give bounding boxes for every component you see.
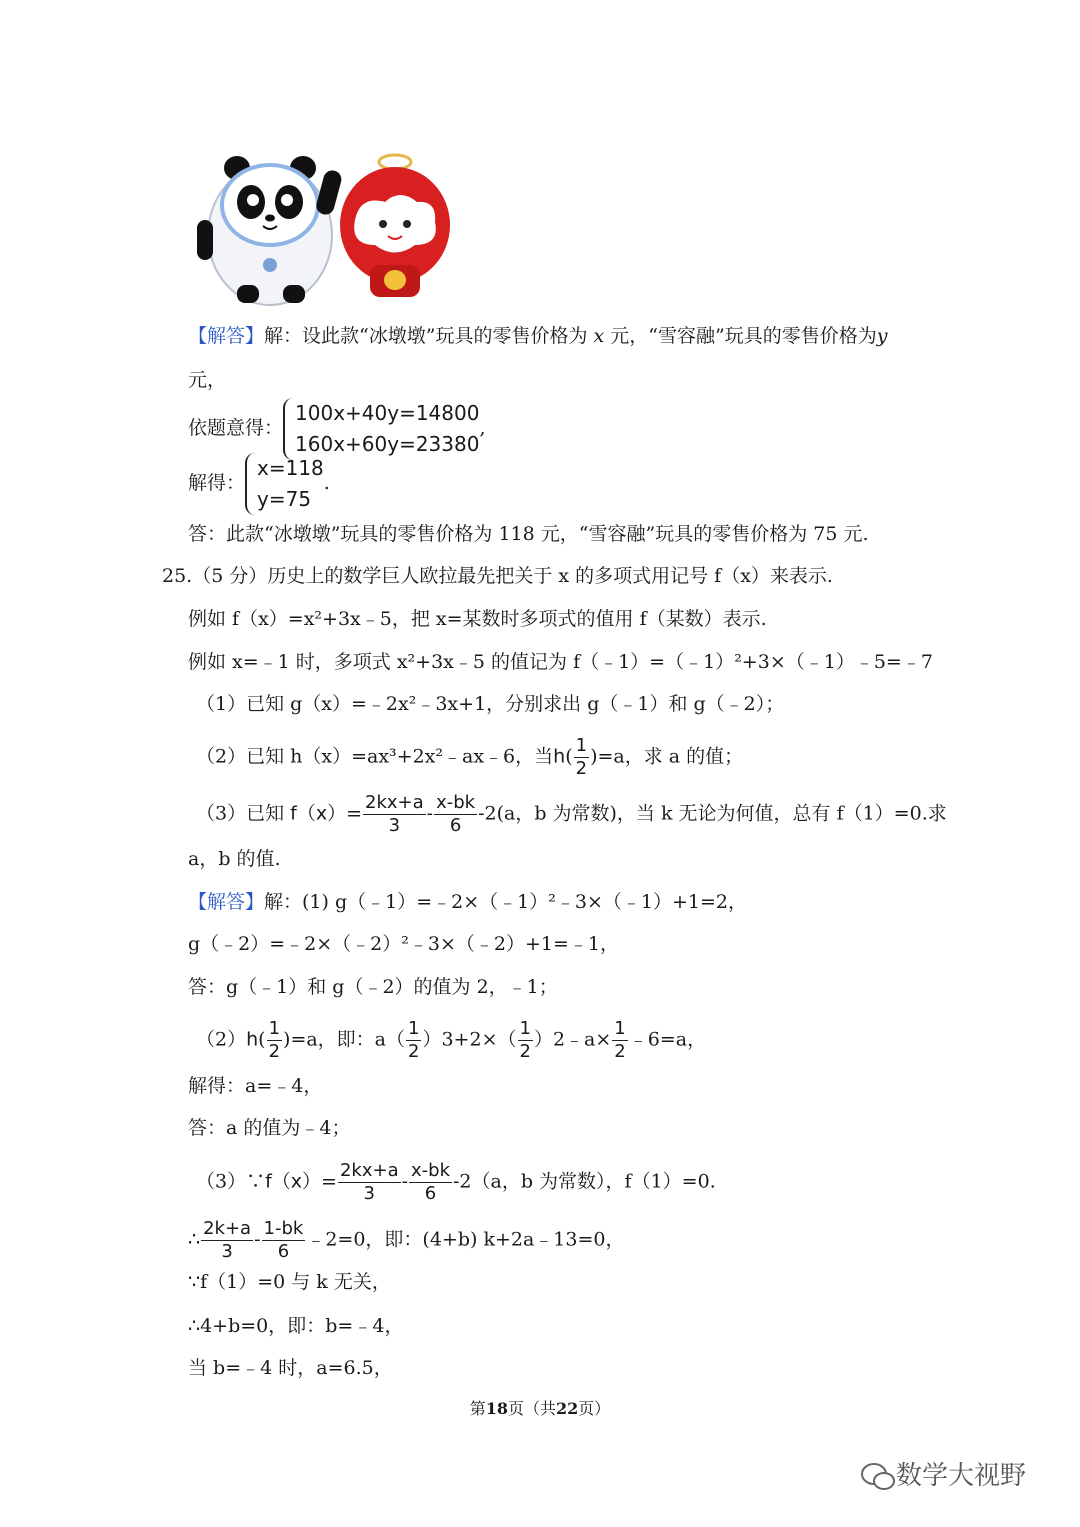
num: 1-bk [263, 1218, 304, 1239]
solution-24-line-1: 【解答】解：设此款“冰墩墩”玩具的零售价格为 x 元，“雪容融”玩具的零售价格为y [188, 325, 888, 347]
fraction-half [574, 735, 589, 780]
num: 2kx+a [339, 1160, 399, 1181]
solution-25-line-5: 解得：a=﹣4， [188, 1075, 323, 1097]
example-1: 例如 f（x）=x²+3x﹣5，把 x=某数时多项式的值用 f（某数）表示. [188, 608, 767, 630]
text: （2）已知 h（x）=ax³+2x²﹣ax﹣6，当 [196, 745, 554, 768]
solution-25-line-3: 答：g（﹣1）和 g（﹣2）的值为 2，﹣1； [188, 976, 558, 998]
minus: - [401, 1170, 409, 1193]
label: 解得： [188, 472, 246, 494]
num: x-bk [436, 792, 476, 813]
text: 解：设此款“冰墩墩”玩具的零售价格为 [264, 325, 588, 347]
mascots-image [185, 150, 460, 310]
watermark [860, 1455, 1026, 1492]
solution-25-line-1 [188, 888, 747, 916]
num: 1 [408, 1018, 420, 1039]
text: （2） [196, 1028, 247, 1051]
text: (a，b 为常数)，当 k 无论为何值，总有 f（1）=0.求 [496, 802, 947, 825]
minus-2: -2 [478, 802, 497, 825]
fraction [409, 1160, 452, 1205]
shuey-rhon-rhon-mascot [340, 155, 450, 297]
solution-25-line-6: 答：a 的值为﹣4； [188, 1117, 351, 1139]
f-label: f（x）= [290, 802, 362, 825]
solution-tag: 【解答】 [188, 891, 265, 913]
solution-24-line-2: 元， [188, 369, 227, 391]
num: 1 [614, 1018, 626, 1039]
solution-system [245, 453, 324, 515]
solution-25-line-7 [196, 1160, 716, 1205]
text: ∴ [188, 1228, 201, 1251]
fraction-half [612, 1018, 627, 1063]
page-number: 18 [485, 1399, 508, 1418]
den: 6 [449, 815, 462, 836]
total-pages: 22 [556, 1399, 579, 1418]
solution-25-line-9: ∵f（1）=0 与 k 无关， [188, 1271, 391, 1293]
den: 2 [614, 1041, 626, 1062]
label: 依题意得： [188, 417, 284, 439]
den: 2 [519, 1041, 531, 1062]
fraction [262, 1218, 306, 1263]
solution-25-line-2: g（﹣2）=﹣2×（﹣2）²﹣3×（﹣2）+1=﹣1， [188, 933, 619, 955]
text: ﹣2=0，即：(4+b) k+2a﹣13=0， [306, 1228, 625, 1251]
solution-25-line-10: ∴4+b=0，即：b=﹣4， [188, 1315, 404, 1337]
fraction-half [518, 1018, 533, 1063]
den: 2 [408, 1041, 420, 1062]
equation-system-line: 依题意得： 100x+40y=14800 160x+60y=23380 , [188, 397, 486, 460]
minus-2: -2 [453, 1170, 472, 1193]
den: 3 [363, 1183, 375, 1204]
text: ）3+2×（ [422, 1028, 517, 1051]
num: 2k+a [203, 1218, 252, 1239]
text: 第 [469, 1399, 486, 1418]
text: 页） [578, 1399, 611, 1418]
den: 2 [268, 1041, 281, 1062]
text: ﹣6=a， [628, 1028, 707, 1051]
equation-system [283, 398, 479, 460]
part-2: （2）已知 h（x）=ax³+2x²﹣ax﹣6，当h( $\frac{1}{2}$ )=a，求 a 的值； [196, 735, 744, 779]
bing-dwen-dwen-mascot [197, 156, 343, 305]
part-3-cont: a，b 的值. [188, 848, 281, 870]
answer-24: 答：此款“冰墩墩”玩具的零售价格为 118 元，“雪容融”玩具的零售价格为 75 元. [188, 523, 869, 545]
h-label: h [246, 1028, 259, 1051]
solution-tag: 【解答】 [188, 325, 265, 347]
den: 3 [388, 815, 401, 836]
wechat-icon [860, 1462, 896, 1492]
num: 1 [519, 1018, 531, 1039]
h-label: h [553, 745, 566, 768]
question-25-stem: 25.（5 分）历史上的数学巨人欧拉最先把关于 x 的多项式用记号 f（x）来表示. [162, 565, 833, 587]
num: 1 [575, 735, 588, 756]
fraction [338, 1160, 401, 1205]
solution-x: x=118 [257, 456, 324, 480]
den: 6 [424, 1183, 437, 1204]
part-3 [196, 792, 947, 837]
text: =a，即：a（ [290, 1028, 406, 1051]
f-label: f（x）= [265, 1170, 337, 1193]
num: 2kx+a [365, 792, 424, 813]
text: ）2﹣a× [533, 1028, 612, 1051]
solution-25-line-11: 当 b=﹣4 时，a=6.5， [188, 1357, 393, 1379]
example-2: 例如 x=﹣1 时，多项式 x²+3x﹣5 的值记为 f（﹣1）=（﹣1）²+3×（﹣1）﹣5=﹣7 [188, 651, 933, 673]
minus: - [426, 802, 434, 825]
solution-25-line-8 [188, 1218, 624, 1263]
fraction-half [267, 1018, 282, 1063]
text: 解：(1) g（﹣1）=﹣2×（﹣1）²﹣3×（﹣1）+1=2， [264, 891, 747, 913]
part-1: （1）已知 g（x）=﹣2x²﹣3x+1，分别求出 g（﹣1）和 g（﹣2）； [196, 693, 785, 715]
page-footer [0, 1396, 1080, 1419]
text: （a，b 为常数），f（1）=0. [471, 1170, 716, 1193]
num: 1 [268, 1018, 281, 1039]
watermark-text: 数学大视野 [896, 1461, 1027, 1491]
fraction [201, 1218, 253, 1263]
solution-system-line: 解得： x=118 y=75 . [188, 452, 330, 515]
den: 2 [575, 758, 588, 779]
fraction-half [406, 1018, 421, 1063]
text: =a，求 a 的值； [597, 745, 744, 768]
fraction [363, 792, 426, 837]
den: 3 [221, 1241, 233, 1262]
text: 元，“雪容融”玩具的零售价格为 [610, 325, 877, 347]
text: （3）∵ [196, 1170, 266, 1193]
den: 6 [277, 1241, 290, 1262]
num: x-bk [411, 1160, 451, 1181]
solution-25-line-4: （2）h( $\frac{1}{2}$ )=a，即：a（ $\frac{1}{2}$ ）3+2×（ $\frac{1}{2}$ ）2﹣a× $\frac{1}{2}$ ﹣6=a， [196, 1018, 707, 1062]
solution-y: y=75 [257, 487, 312, 511]
text: （3）已知 [196, 802, 285, 825]
equation-2: 160x+60y=23380 [295, 432, 480, 456]
fraction [434, 792, 477, 837]
text: 页（共 [507, 1399, 556, 1418]
equation-1: 100x+40y=14800 [295, 401, 480, 425]
minus: - [254, 1228, 261, 1251]
